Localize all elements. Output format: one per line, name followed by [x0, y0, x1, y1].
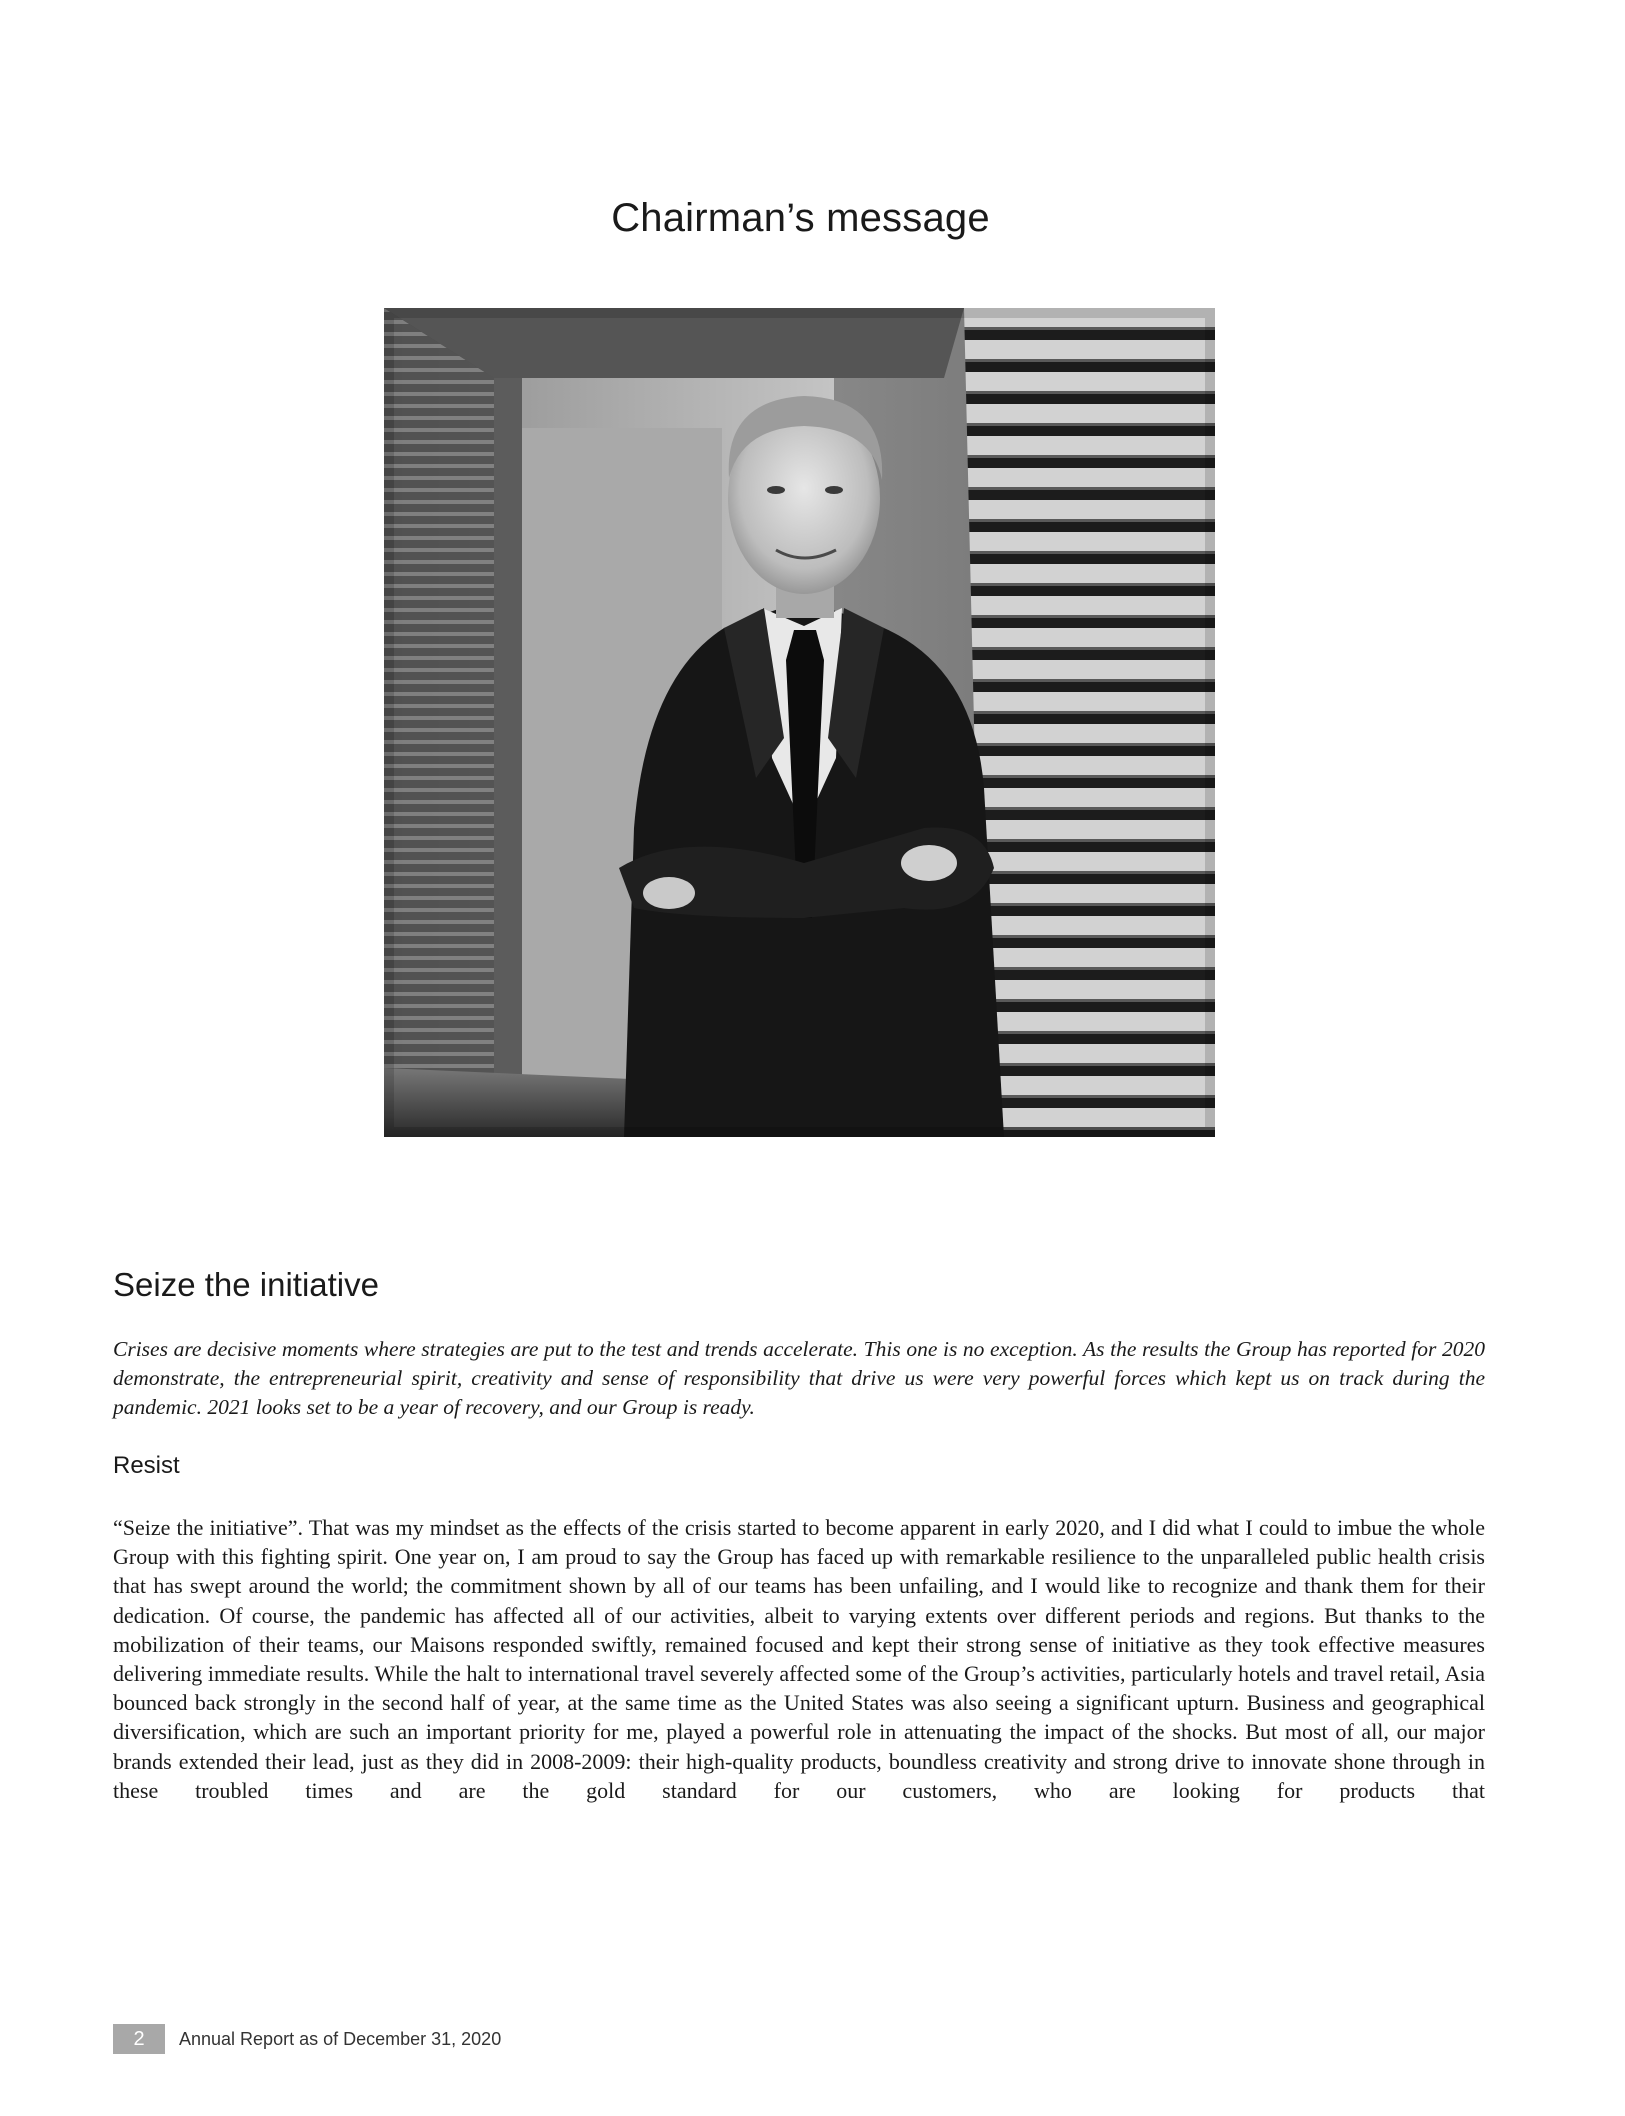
page-number-badge: 2: [113, 2024, 165, 2054]
page-footer: [113, 2024, 501, 2054]
page-title: Chairman’s message: [611, 196, 990, 240]
footer-text: Annual Report as of December 31, 2020: [179, 2028, 502, 2049]
sub-heading: Resist: [113, 1452, 180, 1479]
chairman-portrait-photo: [384, 308, 1215, 1137]
intro-paragraph: Crises are decisive moments where strategies are put to the test and trends accelerate. This one is no exception. As the results the Group has reported for 2020 demonstrate, the entrepreneurial spirit, creativity and sense of responsibility that drive us were very powerful forces which kept us on track during the pandemic. 2021 looks set to be a year of recovery, and our Group is ready.: [113, 1337, 1485, 1419]
body-paragraph: “Seize the initiative”. That was my mindset as the effects of the crisis started to become apparent in early 2020, and I did what I could to imbue the whole Group with this fighting spirit. One year on, I am proud to say the Group has faced up with remarkable resilience to the unparalleled public health crisis that has swept around the world; the commitment shown by all of our teams has been unfailing, and I would like to recognize and thank them for their dedication. Of course, the pandemic has affected all of our activities, albeit to varying extents over different periods and regions. But thanks to the mobilization of their teams, our Maisons responded swiftly, remained focused and kept their strong sense of initiative as they took effective measures delivering immediate results. While the halt to international travel severely affected some of the Group’s activities, particularly hotels and travel retail, Asia bounced back strongly in the second half of year, at the same time as the United States was also seeing a significant upturn. Business and geographical diversification, which are such an important priority for me, played a powerful role in attenuating the impact of the shocks. But most of all, our major brands extended their lead, just as they did in 2008-2009: their high-quality products, boundless creativity and strong drive to innovate shone through in these troubled times and are the gold standard for our customers, who are looking for products that: [113, 1515, 1485, 1803]
section-heading: Seize the initiative: [113, 1266, 379, 1303]
